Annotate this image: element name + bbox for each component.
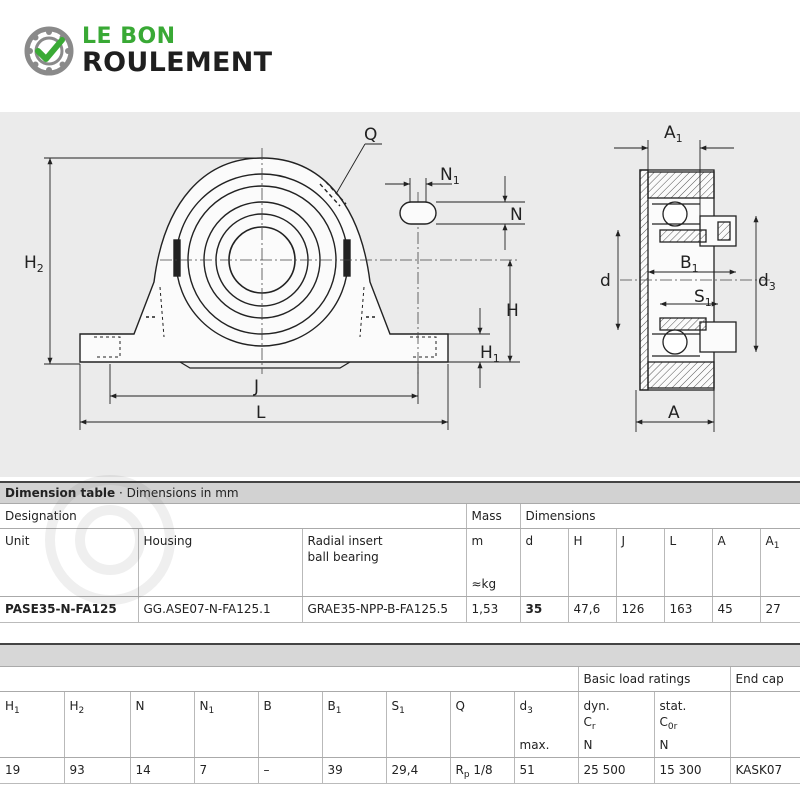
cell-B1: 39 [322,757,386,783]
cell-H1: 19 [0,757,64,783]
cell-unit: PASE35-N-FA125 [0,597,138,623]
table-row [0,597,800,623]
group-endcap: End cap [730,666,800,691]
cell-A1: 27 [760,597,800,623]
label-Q: Q [364,125,378,145]
label-d3: $d_3$ [758,271,776,293]
cell-Q: $R_p$ 1/8 [450,757,514,783]
col-housing: Housing [138,529,302,597]
cell-N: 14 [130,757,194,783]
col-S1: $S_1$ [386,691,450,757]
label-A: A [668,403,680,423]
label-H1: $H_1$ [480,343,500,365]
col-L: L [664,529,712,597]
label-L: L [256,403,266,423]
col-H: H [568,529,616,597]
cell-J: 126 [616,597,664,623]
cell-B: – [258,757,322,783]
label-N1: $N_1$ [440,165,460,187]
group-blank [0,666,578,691]
col-N1: $N_1$ [194,691,258,757]
label-J: J [254,377,260,397]
cell-housing: GG.ASE07-N-FA125.1 [138,597,302,623]
cell-H2: 93 [64,757,130,783]
front-view [80,158,448,368]
col-Q: Q [450,691,514,757]
table-row [0,757,800,783]
cell-L: 163 [664,597,712,623]
group-dimensions: Dimensions [520,504,800,529]
cell-Cr: 25 500 [578,757,654,783]
col-endcap-blank [730,691,800,757]
table-title: Dimension table · Dimensions in mm [0,482,800,504]
col-J: J [616,529,664,597]
col-stat: stat. $C_{0r}$ N [654,691,730,757]
cell-N1: 7 [194,757,258,783]
col-d3: $d_3$ max. [514,691,578,757]
group-load: Basic load ratings [578,666,730,691]
label-A1: $A_1$ [664,123,683,145]
cell-C0r: 15 300 [654,757,730,783]
col-B1: $B_1$ [322,691,386,757]
group-mass: Mass [466,504,520,529]
col-insert: Radial insert ball bearing [302,529,466,597]
col-dyn: dyn. $C_r$ N [578,691,654,757]
col-d: d [520,529,568,597]
cell-H: 47,6 [568,597,616,623]
label-d: d [600,271,611,291]
logo-line-1: LE BON [82,24,176,49]
col-H1: $H_1$ [0,691,64,757]
logo [24,26,272,76]
cell-insert: GRAE35-NPP-B-FA125.5 [302,597,466,623]
cell-endcap: KASK07 [730,757,800,783]
label-H2: $H_2$ [24,253,44,275]
col-A1: $A_1$ [760,529,800,597]
col-H2: $H_2$ [64,691,130,757]
label-H: H [506,301,519,321]
table-band [0,644,800,666]
label-N: N [510,205,523,225]
cell-d: 35 [520,597,568,623]
cell-d3: 51 [514,757,578,783]
logo-line-2: ROULEMENT [82,47,273,78]
label-B1: $B_1$ [680,253,699,275]
label-S1: $S_1$ [694,287,712,309]
cell-S1: 29,4 [386,757,450,783]
technical-drawing [0,112,800,477]
dimension-table [0,481,800,623]
col-A: A [712,529,760,597]
col-N: N [130,691,194,757]
group-designation: Designation [0,504,466,529]
bearing-check-icon [24,26,74,76]
col-unit: Unit [0,529,138,597]
cell-mass: 1,53 [466,597,520,623]
cell-A: 45 [712,597,760,623]
load-rating-table [0,643,800,784]
col-B: B [258,691,322,757]
col-mass: m ≈kg [466,529,520,597]
